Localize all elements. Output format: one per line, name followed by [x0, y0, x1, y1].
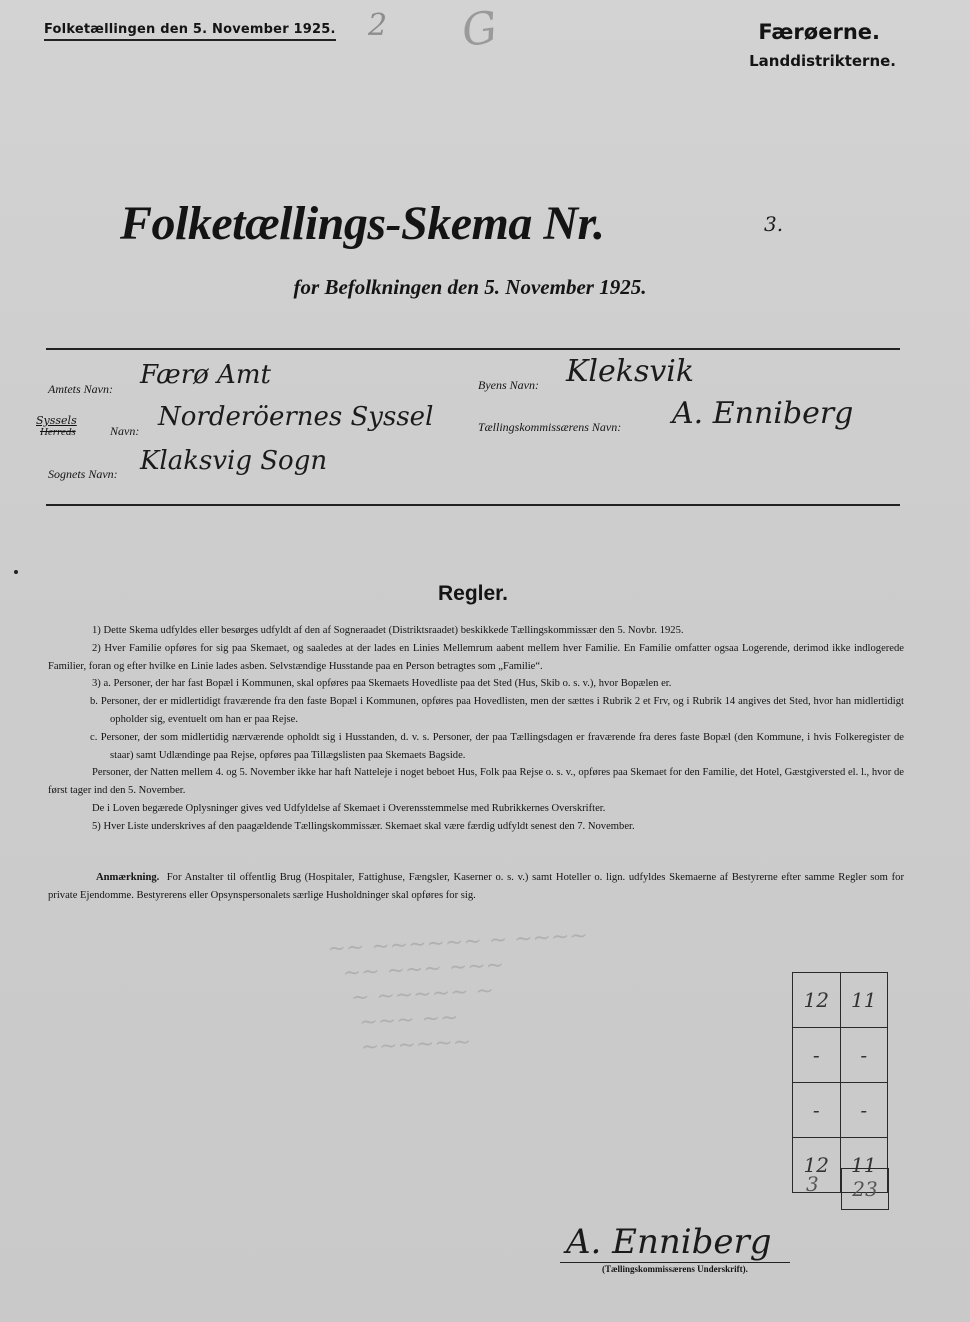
- amt-label: Amtets Navn:: [48, 382, 113, 396]
- syssel-label: Navn:: [110, 424, 140, 438]
- signature-caption: (Tællingskommissærens Underskrift).: [602, 1264, 748, 1274]
- census-date-header: Folketællingen den 5. November 1925.: [44, 22, 336, 41]
- form-number: 3.: [764, 212, 784, 236]
- remark-label: Anmærkning.: [96, 872, 160, 883]
- herreds-label-struck: Herreds: [40, 426, 76, 438]
- total-right: 23: [841, 1168, 889, 1210]
- table-cell: 11: [840, 1138, 888, 1193]
- enumerator-signature: A. Enniberg: [566, 1222, 772, 1262]
- rule-3a: 3) a. Personer, der har fast Bopæl i Kommunen, skal opføres paa Skemaets Hovedliste paa det Sted (Hus, Skib o. s. v.), hvor Bopælen er.: [92, 678, 672, 690]
- table-cell: 11: [840, 973, 888, 1028]
- rules-heading: Regler.: [437, 582, 509, 605]
- table-cell: -: [793, 1028, 841, 1083]
- margin-dot: [14, 570, 18, 574]
- rule-3b: b. Personer, der er midlertidigt fraværende fra den faste Bopæl i Kommunen, opføres paa Hovedlisten, men der sættes i Rubrik 2 et Frv, og i Rubrik 14 angives det Sted, hvor han midlertidigt opholder sig, eventuelt om han er paa Rejse.: [90, 696, 904, 725]
- rule-3c: c. Personer, der som midlertidig nærværende opholdt sig i Husstanden, d. v. s. Personer, der paa Tællingsdagen er fraværende fra deres faste Bopæl (den Kommune, i hvis Folkeregister de staar) samt Udlændinge paa Rejse, opføres paa Tillægslisten paa Skemaets Bagside.: [90, 731, 904, 761]
- region-title: Færøerne.: [758, 20, 880, 44]
- rule-1: 1) Dette Skema udfyldes eller besørges udfyldt af den af Sogneraadet (Distriktsraadet) beskikkede Tællingskommissær den 5. Novbr. 1925.: [92, 625, 684, 636]
- table-cell: 12: [793, 1138, 841, 1193]
- syssel-label-handwritten: Syssels: [36, 414, 77, 427]
- by-value: Kleksvik: [566, 354, 695, 389]
- kommissaer-value: A. Enniberg: [672, 396, 854, 431]
- syssel-value: Norderöernes Syssel: [158, 402, 434, 432]
- sogn-label: Sognets Navn:: [48, 467, 118, 481]
- table-row: [793, 973, 888, 1028]
- pencil-annotation-letter: G: [458, 1, 501, 58]
- region-subtitle: Landdistrikterne.: [749, 52, 896, 70]
- by-label: Byens Navn:: [478, 378, 539, 392]
- rules-text: [48, 622, 904, 836]
- person-count-table: [792, 972, 888, 1193]
- amt-value: Færø Amt: [140, 360, 271, 390]
- table-cell: -: [840, 1083, 888, 1138]
- signature-line: [560, 1262, 790, 1263]
- form-title: Folketællings-Skema Nr.: [120, 197, 605, 250]
- rule-4b: De i Loven begærede Oplysninger gives ved Udfyldelse af Skemaet i Overensstemmelse med Rubrikkernes Overskrifter.: [92, 802, 606, 814]
- rule-4: Personer, der Natten mellem 4. og 5. November ikke har haft Natteleje i noget beboet Hus, Folk paa Rejse o. s. v., opføres paa Skemaet for den Familie, det Hotel, Gæstgiversted el. l., hvor de først tager ind den 5. November.: [48, 767, 904, 797]
- rule-2: 2) Hver Familie opføres for sig paa Skemaet, og saaledes at der lades en Linies Mellemrum aabent mellem hver Familie. En Familie omfatter ogsaa Logerende, derimod ikke indlogerede Familier, foran og efter hvilke en Linie lades asben. Selvstændige Husstande paa en Person betragtes som „Familie“.: [48, 642, 904, 672]
- remark: [48, 869, 904, 905]
- table-row: [793, 1083, 888, 1138]
- top-divider: [46, 348, 900, 350]
- pencil-annotation-number: 2: [368, 8, 388, 43]
- remark-text: For Anstalter til offentlig Brug (Hospitaler, Fattighuse, Fængsler, Kaserner o. s. v.) samt Hoteller o. lign. udfyldes Skemaerne af Bestyrerne efter samme Regler som for private Ejendomme. Bestyrerens eller Opsynspersonalets særlige Husholdninger skal opføres for sig.: [48, 872, 904, 901]
- table-cell: -: [793, 1083, 841, 1138]
- rule-5: 5) Hver Liste underskrives af den paagældende Tællingskommissær. Skemaet skal være færdig udfyldt senest den 7. November.: [92, 820, 635, 832]
- kommissaer-label: Tællingskommissærens Navn:: [478, 420, 622, 434]
- sogn-value: Klaksvig Sogn: [140, 446, 328, 476]
- table-cell: 12: [793, 973, 841, 1028]
- total-left: 3: [806, 1172, 819, 1196]
- table-cell: -: [840, 1028, 888, 1083]
- bleed-through-marks: ~~ ~~~~~~ ~ ~~~~ ~~ ~~~ ~~~ ~ ~~~~~ ~ ~~~ ~~ ~~~~~~: [326, 923, 589, 1062]
- bottom-divider: [46, 504, 900, 506]
- form-subtitle: for Befolkningen den 5. November 1925.: [293, 275, 647, 299]
- table-row: [793, 1028, 888, 1083]
